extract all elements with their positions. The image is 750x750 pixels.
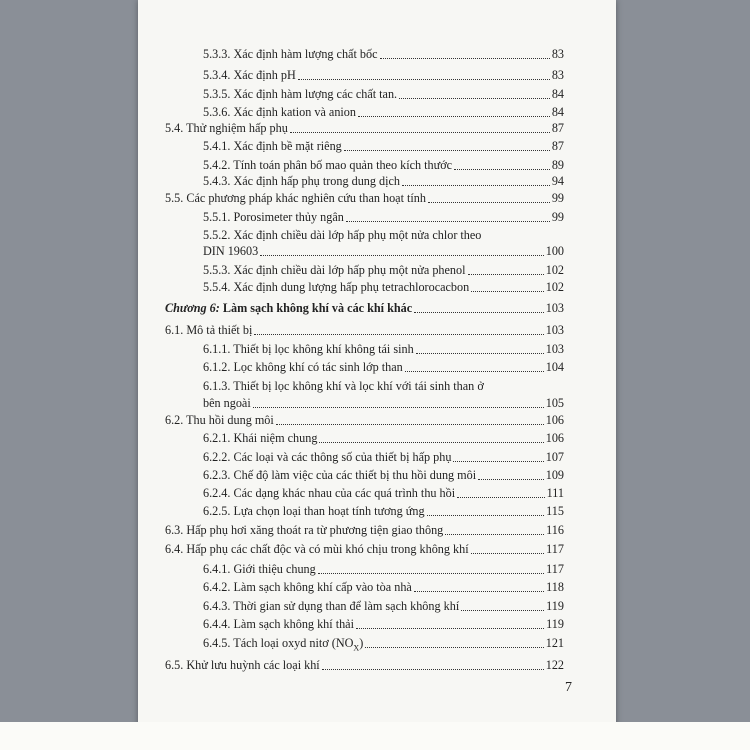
dot-leader	[356, 628, 544, 629]
toc-entry	[203, 634, 564, 652]
toc-page-number: 118	[546, 580, 564, 594]
toc-entry-text: 5.4.3. Xác định hấp phụ trong dung dịch	[203, 174, 400, 188]
toc-entry-text: 6.2.4. Các dạng khác nhau của các quá trình thu hồi	[203, 486, 456, 500]
dot-leader	[365, 647, 543, 648]
toc-page-number: 109	[545, 468, 564, 482]
toc-entry-text: DIN 19603	[203, 244, 259, 258]
toc-entry-title	[203, 597, 459, 615]
dot-leader	[319, 442, 543, 443]
toc-entry-text: 6.2.2. Các loại và các thông số của thiết bị hấp phụ	[203, 450, 452, 464]
toc-entry	[203, 261, 564, 279]
toc-entry	[203, 484, 564, 502]
toc-page-number: 99	[551, 210, 564, 224]
toc-entry	[165, 411, 564, 429]
toc-page-number: 100	[545, 244, 564, 258]
dot-leader	[414, 591, 544, 592]
toc-page-number: 119	[546, 617, 564, 631]
toc-entry	[203, 578, 564, 596]
toc-entry-title	[203, 358, 403, 376]
dot-leader	[457, 497, 544, 498]
toc-entry	[203, 394, 564, 412]
dot-leader	[416, 353, 544, 354]
toc-entry-title	[203, 502, 425, 520]
toc-page-number: 103	[545, 342, 564, 356]
toc-entry	[203, 377, 564, 395]
toc-entry-text: 6.2.5. Lựa chọn loại than hoạt tính tương ứng	[203, 504, 425, 518]
dot-leader	[260, 255, 544, 256]
toc-entry-title	[203, 137, 342, 155]
dot-leader	[399, 98, 550, 99]
toc-page-number: 106	[545, 413, 564, 427]
page-number: 7	[565, 680, 572, 695]
toc-entry-title	[203, 448, 451, 466]
toc-entry-tail: )	[359, 636, 364, 650]
toc-page-number: 103	[545, 323, 564, 337]
toc-page-number: 111	[546, 486, 564, 500]
dot-leader	[471, 553, 545, 554]
toc-entry-text: 5.4.2. Tính toán phân bố mao quản theo kích thước	[203, 158, 453, 172]
toc-entry-text: 6.1. Mô tả thiết bị	[165, 323, 253, 337]
dot-leader	[276, 424, 544, 425]
toc-entry-text: 6.4. Hấp phụ các chất độc và có mùi khó chịu trong không khí	[165, 542, 469, 556]
toc-page-number: 106	[545, 431, 564, 445]
toc-entry-title	[203, 66, 296, 84]
dot-leader	[290, 132, 550, 133]
dot-leader	[461, 610, 544, 611]
subscript: X	[353, 643, 360, 653]
dot-leader	[322, 669, 544, 670]
toc-entry-title	[165, 656, 320, 674]
toc-entry-title	[165, 540, 469, 558]
dot-leader	[402, 185, 550, 186]
dot-leader	[478, 479, 544, 480]
toc-entry-title	[203, 560, 316, 578]
toc-entry	[203, 208, 564, 226]
toc-entry-text: 5.3.3. Xác định hàm lượng chất bốc	[203, 47, 378, 61]
toc-entry	[165, 321, 564, 339]
toc-entry	[203, 358, 564, 376]
toc-page-number: 102	[545, 280, 564, 294]
toc-entry-text: 6.5. Khử lưu huỳnh các loại khí	[165, 657, 320, 672]
toc-entry-title	[165, 299, 412, 317]
toc-entry	[203, 172, 564, 190]
toc-page-number: 99	[551, 191, 564, 205]
dot-leader	[428, 202, 550, 203]
toc-entry-text: 5.4.1. Xác định bề mặt riêng	[203, 139, 342, 153]
toc-entry-text: 6.2. Thu hồi dung môi	[165, 413, 274, 427]
toc-entry-text: 6.4.1. Giới thiệu chung	[203, 562, 316, 576]
dot-leader	[445, 534, 544, 535]
toc-entry-text: 5.5.1. Porosimeter thủy ngân	[203, 210, 344, 224]
toc-page-number: 104	[545, 360, 564, 374]
toc-entry-title	[203, 340, 414, 358]
toc-page-number: 115	[546, 504, 564, 518]
toc-entry	[165, 540, 564, 558]
dot-leader	[454, 169, 550, 170]
toc-entry-title	[203, 278, 469, 296]
toc-entry	[203, 66, 564, 84]
toc-entry-text: 6.1.1. Thiết bị lọc không khí không tái sinh	[203, 342, 414, 356]
toc-entry	[203, 448, 564, 466]
toc-entry	[203, 85, 564, 103]
toc-entry-title	[165, 321, 252, 339]
toc-entry	[203, 242, 564, 260]
chapter-label: Chương 6:	[165, 301, 223, 315]
toc-entry-title	[203, 484, 455, 502]
toc-entry	[203, 340, 564, 358]
toc-page-number: 94	[551, 174, 564, 188]
toc-entry	[203, 137, 564, 155]
toc-page-number: 116	[546, 523, 564, 537]
toc-page-number: 117	[546, 562, 564, 576]
toc-entry	[203, 560, 564, 578]
dot-leader	[468, 274, 544, 275]
toc-entry-text: 6.4.2. Làm sạch không khí cấp vào tòa nhà	[203, 580, 412, 594]
toc-entry-title	[203, 261, 466, 279]
dot-leader	[253, 407, 544, 408]
toc-entry-title	[165, 119, 288, 137]
toc-entry-title	[203, 634, 363, 652]
toc-entry-text: 6.4.4. Làm sạch không khí thải	[203, 617, 354, 631]
dot-leader	[471, 291, 544, 292]
toc-page-number: 121	[545, 636, 564, 650]
table-of-contents	[138, 0, 616, 750]
toc-entry	[165, 299, 564, 317]
toc-entry-text: 6.1.2. Lọc không khí có tác sinh lớp than	[203, 360, 403, 374]
toc-entry	[203, 615, 564, 633]
toc-page-number: 87	[551, 139, 564, 153]
dot-leader	[380, 58, 550, 59]
toc-entry-text: Làm sạch không khí và các khí khác	[222, 301, 413, 315]
dot-leader	[427, 515, 545, 516]
toc-page-number: 84	[551, 105, 564, 119]
toc-entry	[165, 656, 564, 674]
toc-entry-text: 6.3. Hấp phụ hơi xăng thoát ra từ phương tiện giao thông	[165, 523, 444, 537]
toc-entry-title	[203, 172, 400, 190]
toc-page-number: 117	[546, 542, 564, 556]
toc-entry-text: 5.3.6. Xác định kation và anion	[203, 105, 356, 119]
toc-page-number: 103	[545, 301, 564, 315]
toc-page-number: 122	[545, 657, 564, 672]
toc-entry-title	[165, 189, 426, 207]
toc-entry-title	[203, 45, 378, 63]
bottom-margin	[0, 722, 750, 750]
toc-entry-text: 6.2.3. Chế độ làm việc của các thiết bị thu hồi dung môi	[203, 468, 477, 482]
toc-entry-text: 5.5.4. Xác định dung lượng hấp phụ tetrachlorocacbon	[203, 280, 470, 294]
toc-page-number: 107	[545, 450, 564, 464]
toc-entry-title	[203, 242, 258, 260]
dot-leader	[318, 573, 544, 574]
toc-entry	[165, 521, 564, 539]
dot-leader	[405, 371, 544, 372]
dot-leader	[254, 334, 543, 335]
toc-entry	[165, 119, 564, 137]
toc-entry-title	[203, 85, 397, 103]
toc-entry	[203, 429, 564, 447]
dot-leader	[414, 312, 544, 313]
toc-page-number: 83	[551, 47, 564, 61]
toc-entry-text: 5.3.5. Xác định hàm lượng các chất tan.	[203, 87, 398, 101]
toc-entry	[203, 502, 564, 520]
toc-entry-text: 5.3.4. Xác định pH	[203, 68, 296, 82]
dot-leader	[453, 461, 543, 462]
toc-page-number: 84	[551, 87, 564, 101]
toc-entry-title	[165, 521, 443, 539]
toc-entry-text: 6.4.3. Thời gian sử dụng than để làm sạch không khí	[203, 599, 460, 613]
book-page	[138, 0, 616, 750]
toc-entry	[203, 597, 564, 615]
toc-page-number: 87	[551, 121, 564, 135]
toc-entry-title	[203, 429, 317, 447]
toc-page-number: 105	[545, 396, 564, 410]
toc-entry-title	[203, 615, 354, 633]
toc-entry	[203, 278, 564, 296]
toc-entry-title	[203, 208, 344, 226]
toc-page-number: 89	[551, 158, 564, 172]
toc-entry-text: 5.5.2. Xác định chiều dài lớp hấp phụ một nửa chlor theo	[203, 228, 482, 242]
toc-page-number: 83	[551, 68, 564, 82]
dot-leader	[298, 79, 550, 80]
toc-entry-title	[203, 394, 251, 412]
toc-entry-title	[165, 411, 274, 429]
toc-entry	[203, 466, 564, 484]
toc-entry-title	[203, 377, 484, 395]
dot-leader	[344, 150, 550, 151]
dot-leader	[358, 116, 550, 117]
dot-leader	[346, 221, 550, 222]
toc-entry-text: bên ngoài	[203, 396, 251, 410]
toc-entry-text: 6.1.3. Thiết bị lọc không khí và lọc khí với tái sinh than ở	[203, 379, 484, 393]
toc-entry-title	[203, 578, 412, 596]
toc-page-number: 119	[546, 599, 564, 613]
toc-entry-text: 5.5. Các phương pháp khác nghiên cứu than hoạt tính	[165, 191, 426, 205]
toc-entry	[165, 189, 564, 207]
toc-entry-text: 5.5.3. Xác định chiều dài lớp hấp phụ một nửa phenol	[203, 263, 466, 277]
toc-entry	[203, 45, 564, 63]
toc-entry-text: 6.4.5. Tách loại oxyd nitơ (NO	[203, 636, 354, 650]
toc-entry-text: 6.2.1. Khái niệm chung	[203, 431, 318, 445]
toc-page-number: 102	[545, 263, 564, 277]
toc-entry-title	[203, 466, 476, 484]
toc-entry-text: 5.4. Thử nghiệm hấp phụ	[165, 121, 288, 135]
